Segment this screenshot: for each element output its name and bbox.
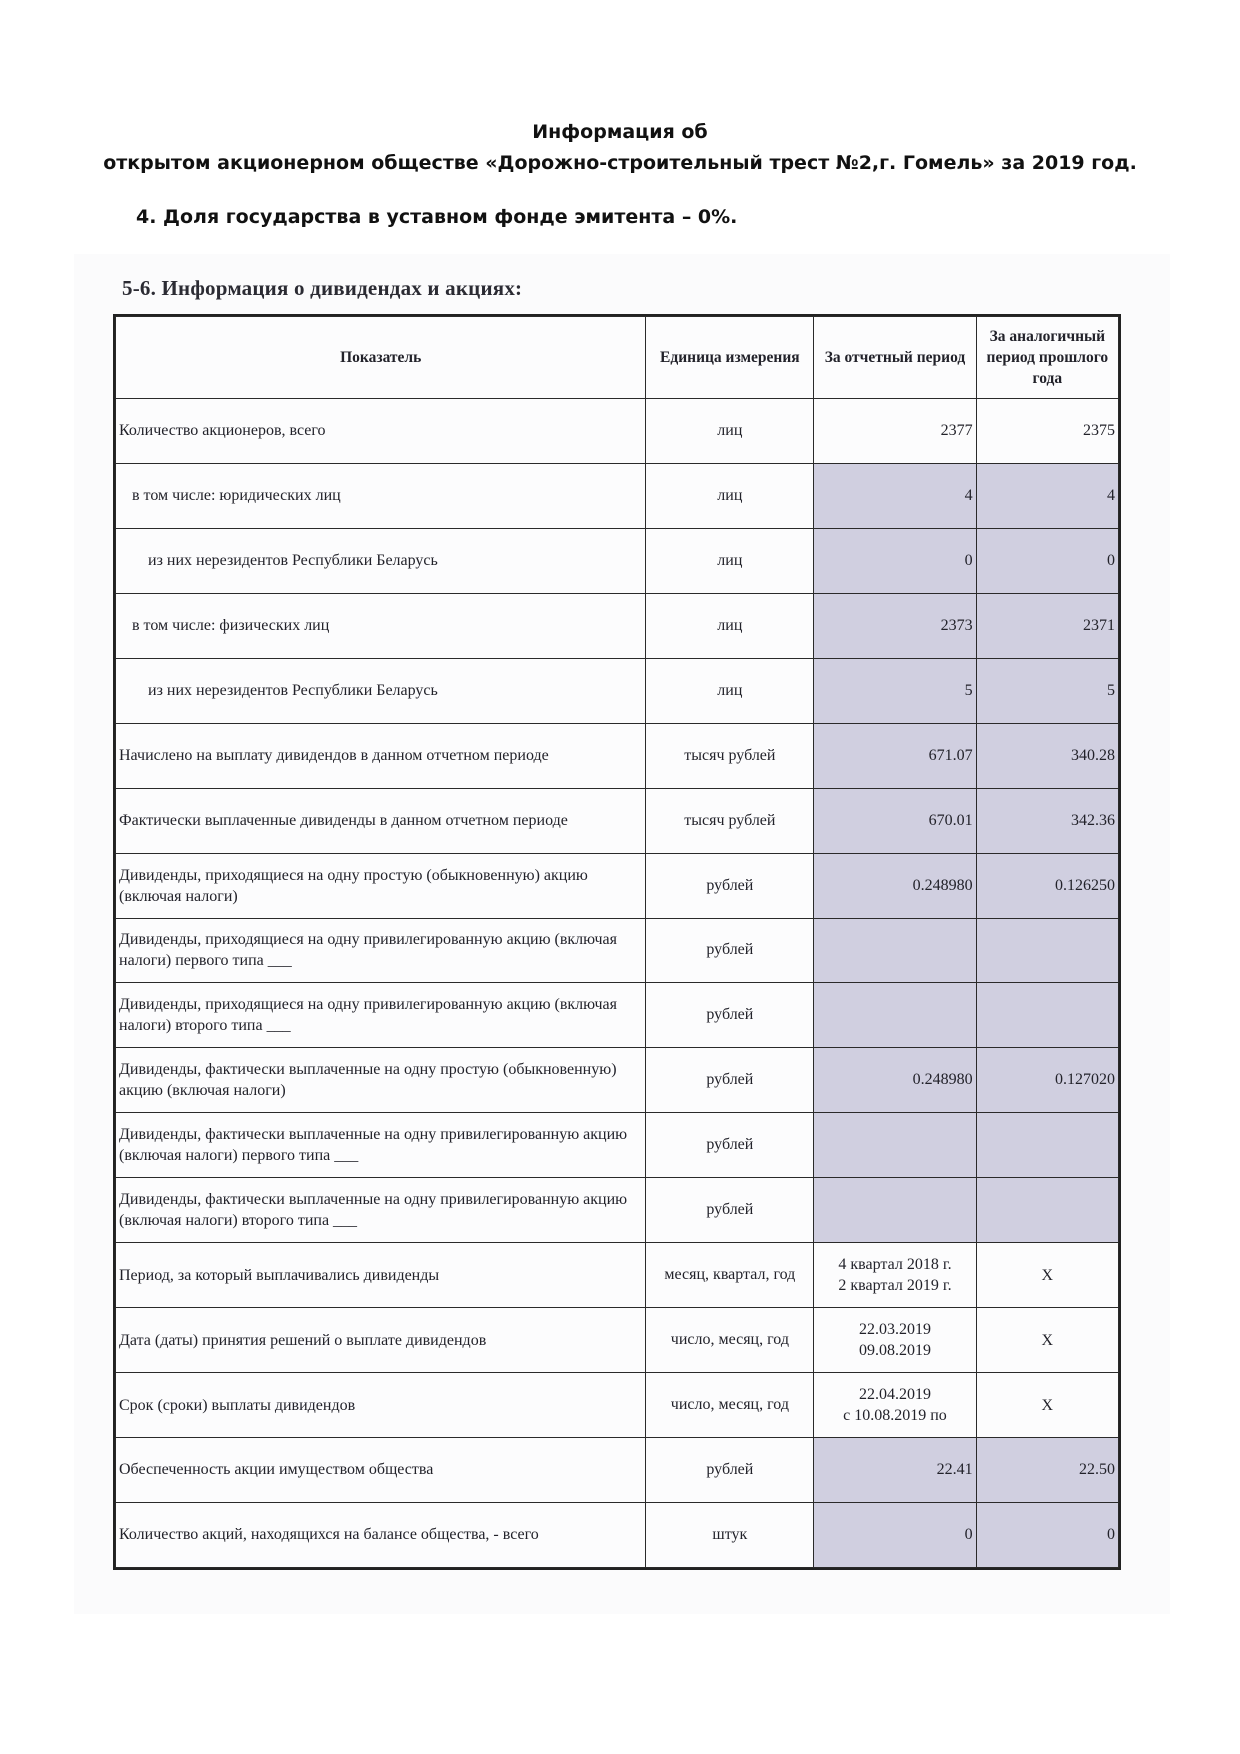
row-current-value-cell: 0 bbox=[814, 528, 976, 593]
row-current-value-cell: 4 квартал 2018 г. 2 квартал 2019 г. bbox=[814, 1243, 976, 1308]
row-indicator-cell: из них нерезидентов Республики Беларусь bbox=[116, 658, 646, 723]
row-unit-cell: лиц bbox=[646, 463, 814, 528]
header-unit: Единица измерения bbox=[646, 317, 814, 399]
row-indicator-cell: Фактически выплаченные дивиденды в данном отчетном периоде bbox=[116, 788, 646, 853]
state-share-statement: 4. Доля государства в уставном фонде эмитента – 0%. bbox=[136, 206, 738, 228]
table-row bbox=[116, 399, 1119, 464]
header-indicator: Показатель bbox=[116, 317, 646, 399]
row-indicator-cell: в том числе: юридических лиц bbox=[116, 463, 646, 528]
row-previous-value-cell: 0 bbox=[976, 1502, 1118, 1567]
table-row bbox=[116, 853, 1119, 918]
table-row bbox=[116, 658, 1119, 723]
row-previous-value-cell bbox=[976, 1113, 1118, 1178]
row-indicator-cell: Дивиденды, приходящиеся на одну простую (обыкновенную) акцию (включая налоги) bbox=[116, 853, 646, 918]
row-current-value-cell: 5 bbox=[814, 658, 976, 723]
row-unit-cell: месяц, квартал, год bbox=[646, 1243, 814, 1308]
table-row bbox=[116, 1113, 1119, 1178]
dividends-table-container bbox=[113, 314, 1121, 1570]
row-current-value-cell: 4 bbox=[814, 463, 976, 528]
table-row bbox=[116, 463, 1119, 528]
row-previous-value-cell bbox=[976, 918, 1118, 983]
row-previous-value-cell: X bbox=[976, 1243, 1118, 1308]
row-unit-cell: рублей bbox=[646, 853, 814, 918]
row-unit-cell: штук bbox=[646, 1502, 814, 1567]
row-unit-cell: лиц bbox=[646, 399, 814, 464]
row-previous-value-cell: 5 bbox=[976, 658, 1118, 723]
table-row bbox=[116, 723, 1119, 788]
row-unit-cell: рублей bbox=[646, 1178, 814, 1243]
row-unit-cell: рублей bbox=[646, 918, 814, 983]
table-row bbox=[116, 918, 1119, 983]
row-unit-cell: тысяч рублей bbox=[646, 788, 814, 853]
header-previous-period: За аналогичный период прошлого года bbox=[976, 317, 1118, 399]
row-indicator-cell: Количество акций, находящихся на балансе общества, - всего bbox=[116, 1502, 646, 1567]
row-indicator-cell: Дивиденды, приходящиеся на одну привилегированную акцию (включая налоги) первого типа ___ bbox=[116, 918, 646, 983]
table-row bbox=[116, 1048, 1119, 1113]
document-title-line-2: открытом акционерном обществе «Дорожно-строительный трест №2,г. Гомель» за 2019 год. bbox=[103, 152, 1137, 174]
header-current-period: За отчетный период bbox=[814, 317, 976, 399]
row-current-value-cell: 2377 bbox=[814, 399, 976, 464]
row-indicator-cell: Период, за который выплачивались дивиденды bbox=[116, 1243, 646, 1308]
row-unit-cell: тысяч рублей bbox=[646, 723, 814, 788]
row-previous-value-cell: X bbox=[976, 1308, 1118, 1373]
row-current-value-cell bbox=[814, 983, 976, 1048]
row-previous-value-cell: 2371 bbox=[976, 593, 1118, 658]
row-indicator-cell: Дивиденды, фактически выплаченные на одну привилегированную акцию (включая налоги) первого типа ___ bbox=[116, 1113, 646, 1178]
row-current-value-cell bbox=[814, 918, 976, 983]
row-indicator-cell: Количество акционеров, всего bbox=[116, 399, 646, 464]
row-unit-cell: рублей bbox=[646, 1113, 814, 1178]
table-row bbox=[116, 1438, 1119, 1503]
row-indicator-cell: Дата (даты) принятия решений о выплате дивидендов bbox=[116, 1308, 646, 1373]
row-indicator-cell: Начислено на выплату дивидендов в данном отчетном периоде bbox=[116, 723, 646, 788]
row-previous-value-cell: 0.127020 bbox=[976, 1048, 1118, 1113]
row-current-value-cell: 0.248980 bbox=[814, 1048, 976, 1113]
table-body bbox=[116, 399, 1119, 1568]
table-row bbox=[116, 1373, 1119, 1438]
row-unit-cell: лиц bbox=[646, 528, 814, 593]
row-indicator-cell: в том числе: физических лиц bbox=[116, 593, 646, 658]
row-previous-value-cell: 2375 bbox=[976, 399, 1118, 464]
row-current-value-cell: 670.01 bbox=[814, 788, 976, 853]
row-previous-value-cell: 22.50 bbox=[976, 1438, 1118, 1503]
row-indicator-cell: из них нерезидентов Республики Беларусь bbox=[116, 528, 646, 593]
table-row bbox=[116, 1308, 1119, 1373]
row-unit-cell: лиц bbox=[646, 593, 814, 658]
row-unit-cell: лиц bbox=[646, 658, 814, 723]
row-unit-cell: рублей bbox=[646, 1438, 814, 1503]
table-row bbox=[116, 983, 1119, 1048]
row-indicator-cell: Дивиденды, фактически выплаченные на одну простую (обыкновенную) акцию (включая налоги) bbox=[116, 1048, 646, 1113]
row-previous-value-cell: 0 bbox=[976, 528, 1118, 593]
row-unit-cell: рублей bbox=[646, 983, 814, 1048]
table-row bbox=[116, 1243, 1119, 1308]
row-previous-value-cell bbox=[976, 1178, 1118, 1243]
table-row bbox=[116, 788, 1119, 853]
table-row bbox=[116, 1502, 1119, 1567]
row-indicator-cell: Дивиденды, фактически выплаченные на одну привилегированную акцию (включая налоги) второго типа ___ bbox=[116, 1178, 646, 1243]
row-current-value-cell: 0 bbox=[814, 1502, 976, 1567]
row-indicator-cell: Дивиденды, приходящиеся на одну привилегированную акцию (включая налоги) второго типа ___ bbox=[116, 983, 646, 1048]
row-previous-value-cell: 342.36 bbox=[976, 788, 1118, 853]
row-current-value-cell bbox=[814, 1113, 976, 1178]
row-previous-value-cell: X bbox=[976, 1373, 1118, 1438]
row-current-value-cell: 2373 bbox=[814, 593, 976, 658]
row-current-value-cell: 671.07 bbox=[814, 723, 976, 788]
table-header-row bbox=[116, 317, 1119, 399]
row-previous-value-cell: 4 bbox=[976, 463, 1118, 528]
table-row bbox=[116, 593, 1119, 658]
row-unit-cell: число, месяц, год bbox=[646, 1373, 814, 1438]
row-current-value-cell: 22.41 bbox=[814, 1438, 976, 1503]
row-indicator-cell: Срок (сроки) выплаты дивидендов bbox=[116, 1373, 646, 1438]
row-unit-cell: число, месяц, год bbox=[646, 1308, 814, 1373]
row-previous-value-cell: 0.126250 bbox=[976, 853, 1118, 918]
section-title: 5-6. Информация о дивидендах и акциях: bbox=[122, 276, 523, 300]
row-current-value-cell: 22.03.2019 09.08.2019 bbox=[814, 1308, 976, 1373]
row-unit-cell: рублей bbox=[646, 1048, 814, 1113]
row-previous-value-cell bbox=[976, 983, 1118, 1048]
document-title-line-1: Информация об bbox=[532, 121, 708, 143]
dividends-shares-table bbox=[115, 316, 1119, 1568]
row-current-value-cell bbox=[814, 1178, 976, 1243]
row-current-value-cell: 0.248980 bbox=[814, 853, 976, 918]
row-previous-value-cell: 340.28 bbox=[976, 723, 1118, 788]
table-row bbox=[116, 528, 1119, 593]
table-row bbox=[116, 1178, 1119, 1243]
row-current-value-cell: 22.04.2019 с 10.08.2019 по bbox=[814, 1373, 976, 1438]
row-indicator-cell: Обеспеченность акции имуществом общества bbox=[116, 1438, 646, 1503]
